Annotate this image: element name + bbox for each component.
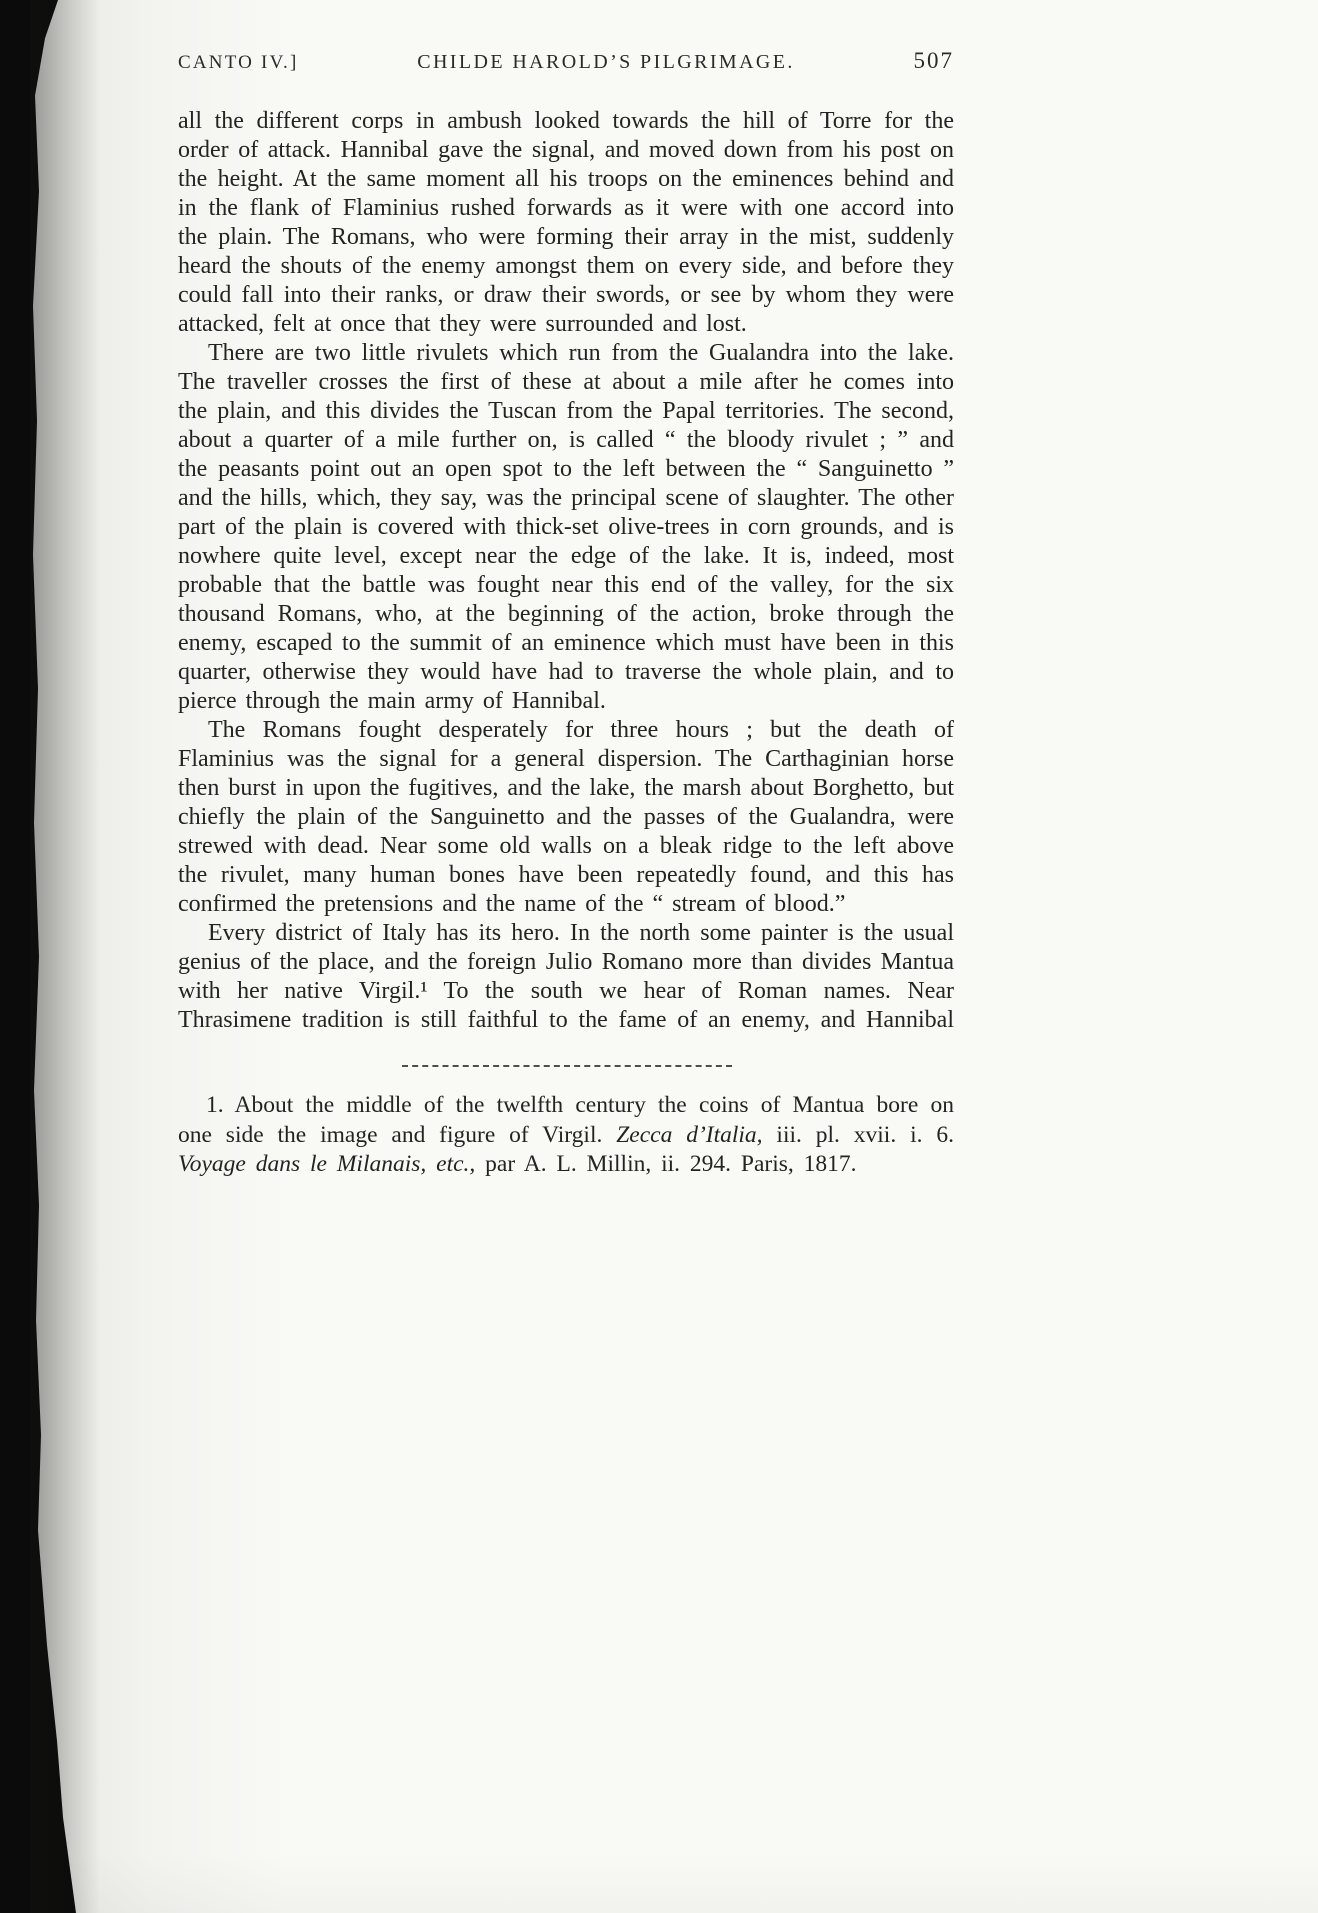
footnote-text-3: par A. L. Millin, ii. 294. Paris, 1817. bbox=[475, 1151, 857, 1177]
scan-gutter-band bbox=[0, 0, 92, 1913]
footnote-cite-voyage: Voyage dans le Milanais, etc., bbox=[178, 1151, 476, 1177]
footnote-text-2: iii. pl. xvii. i. 6. bbox=[762, 1121, 954, 1148]
footnote bbox=[178, 1091, 954, 1180]
canto-label: CANTO IV.] bbox=[178, 52, 299, 73]
footnote-cite-zecca: Zecca d’Italia, bbox=[616, 1121, 763, 1148]
running-header bbox=[178, 48, 954, 74]
page-number: 507 bbox=[913, 48, 954, 73]
footnote-divider bbox=[402, 1065, 732, 1067]
paragraph-3: The Romans fought desperately for three hours ; but the death of Flaminius was the signal for a general dispersion. The Carthaginian horse then burst in upon the fugitives, and the lake, the marsh about Borghetto, but chiefly the plain of the Sanguinetto and the passes of the Gualandra, were strewed with dead. Near some old walls on a bleak ridge to the left above the rivulet, many human bones have been repeatedly found, and this has confirmed the pretensions and the name of the “ stream of blood.” bbox=[178, 717, 954, 917]
body-text bbox=[178, 107, 954, 1035]
paragraph-2: There are two little rivulets which run from the Gualandra into the lake. The traveller crosses the first of these at about a mile after he comes into the plain, and this divides the Tuscan from the Papal territories. The second, about a quarter of a mile further on, is called “ the bloody rivulet ; ” and the peasants point out an open spot to the left between the “ Sanguinetto ” and the hills, which, they say, was the principal scene of slaughter. The other part of the plain is covered with thick-set olive-trees in corn grounds, and is nowhere quite level, except near the edge of the lake. It is, indeed, most probable that the battle was fought near this end of the valley, for the six thousand Romans, who, at the beginning of the action, broke through the enemy, escaped to the summit of an eminence which must have been in this quarter, otherwise they would have had to traverse the whole plain, and to pierce through the main army of Hannibal. bbox=[178, 340, 954, 714]
page-content bbox=[178, 48, 954, 1180]
paragraph-1: all the different corps in ambush looked towards the hill of Torre for the order of attack. Hannibal gave the signal, and moved down from his post on the height. At the same moment all his troops on the eminences behind and in the flank of Flaminius rushed forwards as it were with one accord into the plain. The Romans, who were forming their array in the mist, suddenly heard the shouts of the enemy amongst them on every side, and before they could fall into their ranks, or draw their swords, or see by whom they were attacked, felt at once that they were surrounded and lost. bbox=[178, 108, 954, 337]
running-title: CHILDE HAROLD’S PILGRIMAGE. bbox=[417, 51, 795, 73]
paragraph-4: Every district of Italy has its hero. In the north some painter is the usual genius of the place, and the foreign Julio Romano more than divides Mantua with her native Virgil.¹ To the south we hear of Roman names. Near Thrasimene tradition is still faithful to the fame of an enemy, and Hannibal bbox=[178, 920, 954, 1033]
footnote-text-1: 1. About the middle of the twelfth century the coins of Mantua bore on one side the image and figure of Virgil. bbox=[178, 1092, 954, 1148]
footnote-paragraph bbox=[178, 1091, 954, 1180]
